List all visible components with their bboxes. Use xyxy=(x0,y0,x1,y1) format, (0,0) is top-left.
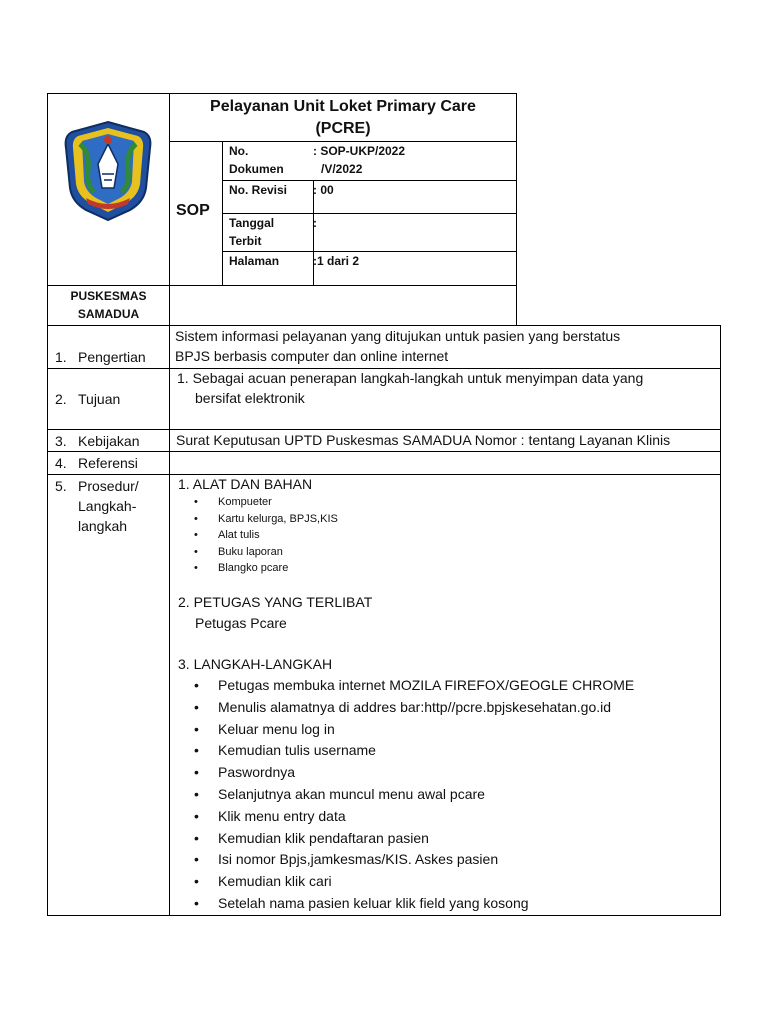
section-number: 3. xyxy=(55,433,67,449)
org-name-line2: SAMADUA xyxy=(77,307,140,321)
tanggal-terbit-label-line1: Tanggal xyxy=(229,216,275,230)
section-label-prosedur-line2: Langkah- xyxy=(78,498,137,514)
list-item: • Kompueter xyxy=(218,494,338,511)
list-item: • Kemudian tulis username xyxy=(218,740,634,762)
section-number: 4. xyxy=(55,455,67,471)
list-item: • Menulis alamatnya di addres bar:http//pcre.bpjskesehatan.go.id xyxy=(218,697,634,719)
section-label-prosedur-line1: Prosedur/ xyxy=(78,478,139,494)
list-item: • Paswordnya xyxy=(218,762,634,784)
no-dokumen-label-line1: No. xyxy=(229,144,249,158)
alat-bahan-list xyxy=(218,494,338,577)
pengertian-text-line1: Sistem informasi pelayanan yang ditujukan untuk pasien yang berstatus xyxy=(175,328,621,344)
list-item: • Kartu kelurga, BPJS,KIS xyxy=(218,511,338,528)
section-number: 2. xyxy=(55,391,67,407)
sop-label: SOP xyxy=(176,202,210,219)
list-item: • Kemudian klik pendaftaran pasien xyxy=(218,828,634,850)
section-label-prosedur-line3: langkah xyxy=(78,518,128,534)
document-title-line1: Pelayanan Unit Loket Primary Care xyxy=(210,98,476,115)
petugas-heading: 2. PETUGAS YANG TERLIBAT xyxy=(178,594,373,610)
no-revisi-value: : 00 xyxy=(313,183,334,197)
tanggal-terbit-label-line2: Terbit xyxy=(229,234,262,248)
list-item: • Selanjutnya akan muncul menu awal pcare xyxy=(218,784,634,806)
puskesmas-logo xyxy=(58,118,158,222)
alat-bahan-heading: 1. ALAT DAN BAHAN xyxy=(178,476,313,492)
section-label-referensi: Referensi xyxy=(78,455,138,471)
section-label-tujuan: Tujuan xyxy=(78,391,121,407)
list-item: • Klik menu entry data xyxy=(218,806,634,828)
langkah-heading: 3. LANGKAH-LANGKAH xyxy=(178,656,333,672)
list-item: • Buku laporan xyxy=(218,544,338,561)
list-item: • Petugas membuka internet MOZILA FIREFOX/GEOGLE CHROME xyxy=(218,675,634,697)
section-label-pengertian: Pengertian xyxy=(78,349,146,365)
emblem-icon xyxy=(58,118,158,222)
document-title-line2: (PCRE) xyxy=(315,120,371,137)
tanggal-terbit-value: : xyxy=(313,216,317,230)
tujuan-text-line1: 1. Sebagai acuan penerapan langkah-langkah untuk menyimpan data yang xyxy=(177,370,644,386)
section-number: 5. xyxy=(55,478,67,494)
section-number: 1. xyxy=(55,349,67,365)
petugas-text: Petugas Pcare xyxy=(195,615,287,631)
no-dokumen-label-line2: Dokumen xyxy=(229,162,284,176)
tujuan-text-line2: bersifat elektronik xyxy=(195,390,305,406)
halaman-label: Halaman xyxy=(229,254,280,268)
list-item: • Setelah nama pasien keluar klik field yang kosong xyxy=(218,893,634,915)
list-item: • Keluar menu log in xyxy=(218,719,634,741)
halaman-value: :1 dari 2 xyxy=(313,254,360,268)
kebijakan-text: Surat Keputusan UPTD Puskesmas SAMADUA Nomor : tentang Layanan Klinis xyxy=(176,432,671,448)
list-item: • Isi nomor Bpjs,jamkesmas/KIS. Askes pasien xyxy=(218,849,634,871)
list-item: • Blangko pcare xyxy=(218,560,338,577)
no-dokumen-value-line1: : SOP-UKP/2022 xyxy=(313,144,406,158)
list-item: • Alat tulis xyxy=(218,527,338,544)
list-item: • Kemudian klik cari xyxy=(218,871,634,893)
langkah-list xyxy=(218,675,634,915)
section-label-kebijakan: Kebijakan xyxy=(78,433,140,449)
org-name-line1: PUSKESMAS xyxy=(70,289,147,303)
no-revisi-label: No. Revisi xyxy=(229,183,288,197)
pengertian-text-line2: BPJS berbasis computer dan online internet xyxy=(175,348,449,364)
no-dokumen-value-line2: /V/2022 xyxy=(321,162,363,176)
